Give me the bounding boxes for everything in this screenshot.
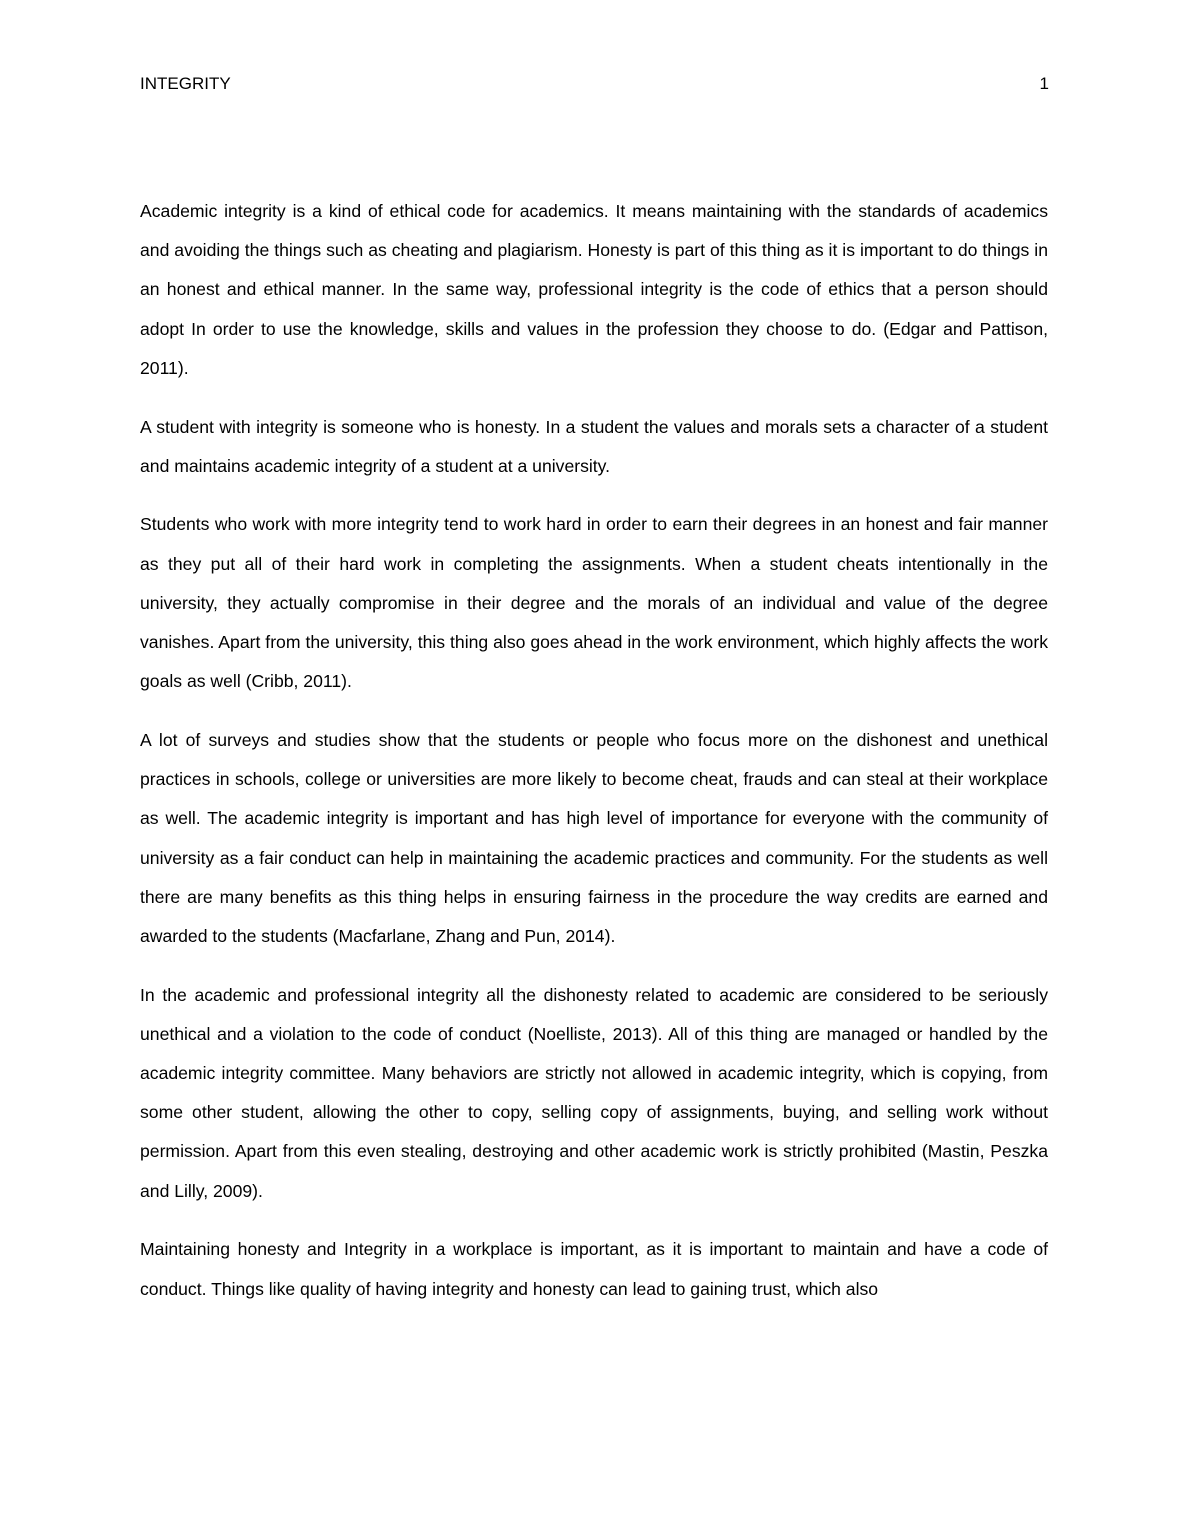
paragraph-4: A lot of surveys and studies show that the students or people who focus more on the dishonest and unethical practices in schools, college or universities are more likely to become cheat, frauds and can steal at their workplace as well. The academic integrity is important and has high level of importance for everyone with the community of university as a fair conduct can help in maintaining the academic practices and community. For the students as well there are many benefits as this thing helps in ensuring fairness in the procedure the way credits are earned and awarded to the students (Macfarlane, Zhang and Pun, 2014). xyxy=(140,729,1048,946)
page-number: 1 xyxy=(1039,74,1049,93)
paragraph-5: In the academic and professional integrity all the dishonesty related to academic are considered to be seriously unethical and a violation to the code of conduct (Noelliste, 2013). All of this thing are managed or handled by the academic integrity committee. Many behaviors are strictly not allowed in academic integrity, which is copying, from some other student, allowing the other to copy, selling copy of assignments, buying, and selling work without permission. Apart from this even stealing, destroying and other academic work is strictly prohibited (Mastin, Peszka and Lilly, 2009). xyxy=(140,984,1048,1201)
paragraph-1: Academic integrity is a kind of ethical code for academics. It means maintaining with the standards of academics and avoiding the things such as cheating and plagiarism. Honesty is part of this thing as it is important to do things in an honest and ethical manner. In the same way, professional integrity is the code of ethics that a person should adopt In order to use the knowledge, skills and values in the profession they choose to do. (Edgar and Pattison, 2011). xyxy=(140,201,1048,378)
running-head xyxy=(140,72,1049,96)
running-head-title: INTEGRITY xyxy=(140,74,231,93)
paragraph-6: Maintaining honesty and Integrity in a workplace is important, as it is important to maintain and have a code of conduct. Things like quality of having integrity and honesty can lead to gaining trust, which also xyxy=(140,1239,1048,1299)
paragraph-3: Students who work with more integrity tend to work hard in order to earn their degrees in an honest and fair manner as they put all of their hard work in completing the assignments. When a student cheats intentionally in the university, they actually compromise in their degree and the morals of an individual and value of the degree vanishes. Apart from the university, this thing also goes ahead in the work environment, which highly affects the work goals as well (Cribb, 2011). xyxy=(140,514,1048,692)
document-body xyxy=(140,192,1048,1328)
paragraph-2: A student with integrity is someone who is honesty. In a student the values and morals sets a character of a student and maintains academic integrity of a student at a university. xyxy=(140,416,1048,476)
